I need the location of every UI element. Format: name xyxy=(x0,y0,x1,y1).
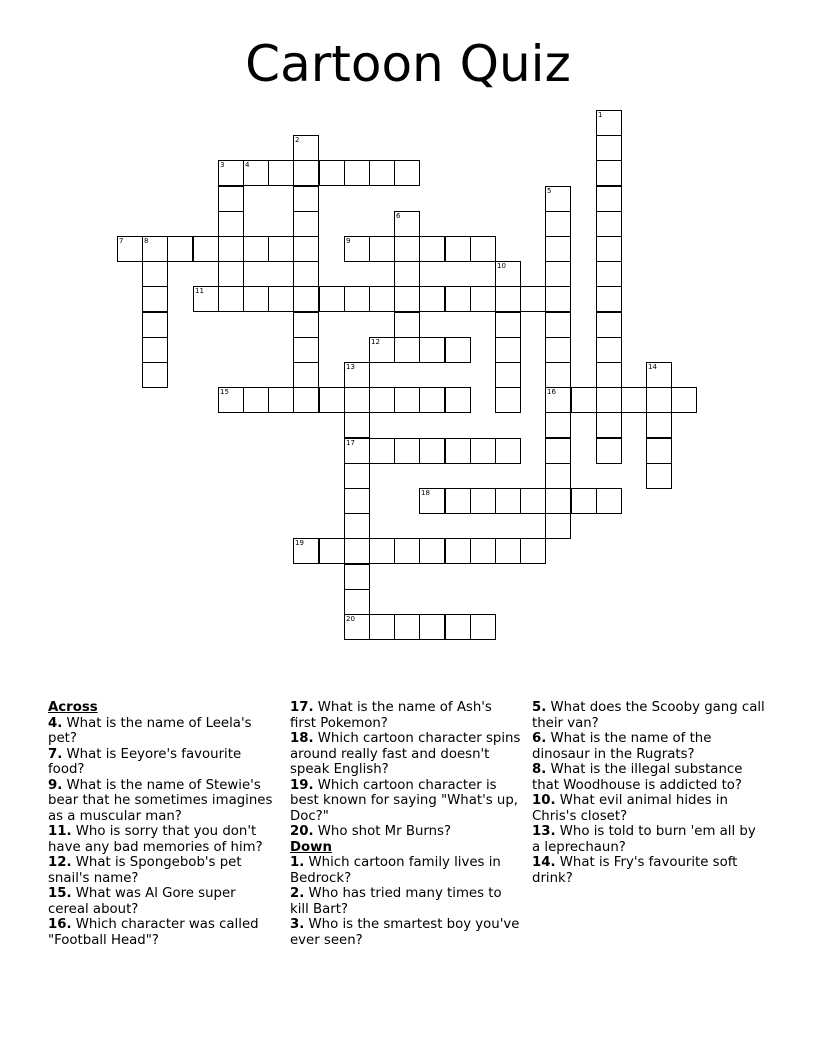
grid-cell[interactable] xyxy=(495,438,521,464)
grid-cell[interactable] xyxy=(268,286,294,312)
grid-cell[interactable] xyxy=(646,463,672,489)
grid-cell[interactable] xyxy=(646,387,672,413)
grid-cell[interactable] xyxy=(445,286,471,312)
grid-cell[interactable] xyxy=(243,286,269,312)
grid-cell[interactable] xyxy=(344,564,370,590)
grid-cell[interactable] xyxy=(319,538,345,564)
grid-cell[interactable] xyxy=(545,211,571,237)
grid-cell[interactable] xyxy=(218,261,244,287)
grid-cell[interactable] xyxy=(218,186,244,212)
grid-cell[interactable] xyxy=(445,488,471,514)
grid-cell[interactable] xyxy=(142,261,168,287)
grid-cell[interactable] xyxy=(243,387,269,413)
clue-down-5: 5. What does the Scooby gang call their van? xyxy=(532,700,765,731)
grid-cell[interactable] xyxy=(394,236,420,262)
grid-cell[interactable] xyxy=(470,236,496,262)
grid-cell[interactable] xyxy=(596,236,622,262)
grid-cell[interactable] xyxy=(142,312,168,338)
cell-number: 11 xyxy=(195,287,204,295)
grid-cell[interactable] xyxy=(545,261,571,287)
grid-cell[interactable] xyxy=(470,488,496,514)
grid-cell[interactable] xyxy=(218,160,244,186)
clue-across-11: 11. Who is sorry that you don't have any bad memories of him? xyxy=(48,824,263,855)
clue-across-20: 20. Who shot Mr Burns? xyxy=(290,824,452,839)
grid-cell[interactable] xyxy=(293,135,319,161)
grid-cell[interactable] xyxy=(193,236,219,262)
clue-down-6: 6. What is the name of the dinosaur in the Rugrats? xyxy=(532,731,712,762)
grid-cell[interactable] xyxy=(419,538,445,564)
cell-number: 4 xyxy=(245,161,250,169)
clue-down-13: 13. Who is told to burn 'em all by a leprechaun? xyxy=(532,824,756,855)
grid-cell[interactable] xyxy=(293,286,319,312)
cell-number: 12 xyxy=(371,338,380,346)
grid-cell[interactable] xyxy=(495,286,521,312)
grid-cell[interactable] xyxy=(218,387,244,413)
grid-cell[interactable] xyxy=(394,538,420,564)
grid-cell[interactable] xyxy=(419,387,445,413)
grid-cell[interactable] xyxy=(596,488,622,514)
grid-cell[interactable] xyxy=(344,488,370,514)
down-heading: Down xyxy=(290,839,332,855)
grid-cell[interactable] xyxy=(596,438,622,464)
grid-cell[interactable] xyxy=(545,412,571,438)
grid-cell[interactable] xyxy=(293,261,319,287)
grid-cell[interactable] xyxy=(293,236,319,262)
grid-cell[interactable] xyxy=(394,312,420,338)
page-title: Cartoon Quiz xyxy=(245,35,571,93)
grid-cell[interactable] xyxy=(218,236,244,262)
grid-cell[interactable] xyxy=(545,337,571,363)
grid-cell[interactable] xyxy=(495,337,521,363)
grid-cell[interactable] xyxy=(419,438,445,464)
grid-cell[interactable] xyxy=(369,236,395,262)
grid-cell[interactable] xyxy=(218,286,244,312)
grid-cell[interactable] xyxy=(596,412,622,438)
clue-across-12: 12. What is Spongebob's pet snail's name? xyxy=(48,855,242,886)
grid-cell[interactable] xyxy=(293,538,319,564)
grid-cell[interactable] xyxy=(344,412,370,438)
grid-cell[interactable] xyxy=(344,362,370,388)
grid-cell[interactable] xyxy=(470,614,496,640)
clue-across-16: 16. Which character was called "Football Head"? xyxy=(48,917,259,948)
cell-number: 15 xyxy=(220,388,229,396)
grid-cell[interactable] xyxy=(344,614,370,640)
grid-cell[interactable] xyxy=(394,387,420,413)
clue-across-19: 19. Which cartoon character is best known for saying "What's up, Doc?" xyxy=(290,777,518,824)
grid-cell[interactable] xyxy=(142,236,168,262)
clue-column-1 xyxy=(48,700,276,948)
grid-cell[interactable] xyxy=(243,160,269,186)
grid-cell[interactable] xyxy=(445,387,471,413)
grid-cell[interactable] xyxy=(293,362,319,388)
grid-cell[interactable] xyxy=(671,387,697,413)
grid-cell[interactable] xyxy=(369,438,395,464)
grid-cell[interactable] xyxy=(545,387,571,413)
clue-column-3 xyxy=(532,700,768,886)
grid-cell[interactable] xyxy=(268,160,294,186)
grid-cell[interactable] xyxy=(445,538,471,564)
grid-cell[interactable] xyxy=(419,614,445,640)
grid-cell[interactable] xyxy=(419,236,445,262)
grid-cell[interactable] xyxy=(596,261,622,287)
grid-cell[interactable] xyxy=(319,160,345,186)
clue-down-8: 8. What is the illegal substance that Woodhouse is addicted to? xyxy=(532,762,743,793)
grid-cell[interactable] xyxy=(646,438,672,464)
cell-number: 8 xyxy=(144,237,149,245)
grid-cell[interactable] xyxy=(495,362,521,388)
clue-across-18: 18. Which cartoon character spins around really fast and doesn't speak English? xyxy=(290,731,521,777)
cell-number: 5 xyxy=(547,187,552,195)
grid-cell[interactable] xyxy=(545,463,571,489)
cell-number: 3 xyxy=(220,161,225,169)
grid-cell[interactable] xyxy=(394,211,420,237)
grid-cell[interactable] xyxy=(470,538,496,564)
grid-cell[interactable] xyxy=(344,387,370,413)
grid-cell[interactable] xyxy=(545,236,571,262)
grid-cell[interactable] xyxy=(596,312,622,338)
clue-across-15: 15. What was Al Gore super cereal about? xyxy=(48,886,236,917)
grid-cell[interactable] xyxy=(646,412,672,438)
clue-column-2 xyxy=(290,700,522,948)
grid-cell[interactable] xyxy=(268,387,294,413)
grid-cell[interactable] xyxy=(495,387,521,413)
grid-cell[interactable] xyxy=(167,236,193,262)
grid-cell[interactable] xyxy=(571,488,597,514)
grid-cell[interactable] xyxy=(394,286,420,312)
grid-cell[interactable] xyxy=(293,211,319,237)
grid-cell[interactable] xyxy=(218,211,244,237)
grid-cell[interactable] xyxy=(419,488,445,514)
clue-down-14: 14. What is Fry's favourite soft drink? xyxy=(532,855,738,886)
cell-number: 13 xyxy=(346,363,355,371)
cell-number: 6 xyxy=(396,212,401,220)
grid-cell[interactable] xyxy=(545,513,571,539)
grid-cell[interactable] xyxy=(369,614,395,640)
clue-down-10: 10. What evil animal hides in Chris's closet? xyxy=(532,793,728,824)
grid-cell[interactable] xyxy=(117,236,143,262)
grid-cell[interactable] xyxy=(293,160,319,186)
clue-down-2: 2. Who has tried many times to kill Bart? xyxy=(290,886,502,917)
grid-cell[interactable] xyxy=(596,110,622,136)
grid-cell[interactable] xyxy=(445,614,471,640)
across-heading: Across xyxy=(48,700,98,715)
grid-cell[interactable] xyxy=(596,362,622,388)
grid-cell[interactable] xyxy=(520,286,546,312)
cell-number: 10 xyxy=(497,262,506,270)
clue-across-7: 7. What is Eeyore's favourite food? xyxy=(48,746,242,777)
cell-number: 17 xyxy=(346,439,355,447)
grid-cell[interactable] xyxy=(419,337,445,363)
grid-cell[interactable] xyxy=(596,387,622,413)
grid-cell[interactable] xyxy=(621,387,647,413)
cell-number: 16 xyxy=(547,388,556,396)
cell-number: 7 xyxy=(119,237,124,245)
grid-cell[interactable] xyxy=(596,211,622,237)
grid-cell[interactable] xyxy=(495,261,521,287)
grid-cell[interactable] xyxy=(545,286,571,312)
cell-number: 18 xyxy=(421,489,430,497)
cell-number: 1 xyxy=(598,111,603,119)
grid-cell[interactable] xyxy=(268,236,294,262)
grid-cell[interactable] xyxy=(646,362,672,388)
grid-cell[interactable] xyxy=(142,362,168,388)
grid-cell[interactable] xyxy=(470,438,496,464)
grid-cell[interactable] xyxy=(394,160,420,186)
grid-cell[interactable] xyxy=(445,438,471,464)
grid-cell[interactable] xyxy=(545,312,571,338)
grid-cell[interactable] xyxy=(495,488,521,514)
grid-cell[interactable] xyxy=(495,538,521,564)
grid-cell[interactable] xyxy=(243,236,269,262)
grid-cell[interactable] xyxy=(545,438,571,464)
grid-cell[interactable] xyxy=(344,438,370,464)
grid-cell[interactable] xyxy=(344,286,370,312)
grid-cell[interactable] xyxy=(596,337,622,363)
grid-cell[interactable] xyxy=(369,538,395,564)
grid-cell[interactable] xyxy=(545,362,571,388)
grid-cell[interactable] xyxy=(596,135,622,161)
grid-cell[interactable] xyxy=(520,538,546,564)
clue-across-4: 4. What is the name of Leela's pet? xyxy=(48,715,252,746)
cell-number: 14 xyxy=(648,363,657,371)
grid-cell[interactable] xyxy=(293,337,319,363)
grid-cell[interactable] xyxy=(394,337,420,363)
grid-cell[interactable] xyxy=(293,387,319,413)
grid-cell[interactable] xyxy=(596,186,622,212)
grid-cell[interactable] xyxy=(470,286,496,312)
grid-cell[interactable] xyxy=(545,488,571,514)
grid-cell[interactable] xyxy=(319,387,345,413)
cell-number: 2 xyxy=(295,136,300,144)
grid-cell[interactable] xyxy=(495,312,521,338)
grid-cell[interactable] xyxy=(369,160,395,186)
cell-number: 9 xyxy=(346,237,351,245)
grid-cell[interactable] xyxy=(344,513,370,539)
cell-number: 20 xyxy=(346,615,355,623)
grid-cell[interactable] xyxy=(293,186,319,212)
grid-cell[interactable] xyxy=(545,186,571,212)
grid-cell[interactable] xyxy=(419,286,445,312)
grid-cell[interactable] xyxy=(394,261,420,287)
grid-cell[interactable] xyxy=(394,614,420,640)
grid-cell[interactable] xyxy=(596,160,622,186)
grid-cell[interactable] xyxy=(344,538,370,564)
clue-down-1: 1. Which cartoon family lives in Bedrock? xyxy=(290,855,501,886)
grid-cell[interactable] xyxy=(344,463,370,489)
grid-cell[interactable] xyxy=(344,236,370,262)
grid-cell[interactable] xyxy=(596,286,622,312)
grid-cell[interactable] xyxy=(293,312,319,338)
grid-cell[interactable] xyxy=(445,236,471,262)
grid-cell[interactable] xyxy=(571,387,597,413)
grid-cell[interactable] xyxy=(369,337,395,363)
grid-cell[interactable] xyxy=(445,337,471,363)
grid-cell[interactable] xyxy=(319,286,345,312)
grid-cell[interactable] xyxy=(142,337,168,363)
clue-down-3: 3. Who is the smartest boy you've ever seen? xyxy=(290,917,520,948)
grid-cell[interactable] xyxy=(193,286,219,312)
grid-cell[interactable] xyxy=(142,286,168,312)
grid-cell[interactable] xyxy=(344,160,370,186)
grid-cell[interactable] xyxy=(344,589,370,615)
grid-cell[interactable] xyxy=(394,438,420,464)
clue-across-17: 17. What is the name of Ash's first Pokemon? xyxy=(290,700,492,731)
grid-cell[interactable] xyxy=(369,387,395,413)
cell-number: 19 xyxy=(295,539,304,547)
clue-across-9: 9. What is the name of Stewie's bear that he sometimes imagines as a muscular man? xyxy=(48,777,273,824)
grid-cell[interactable] xyxy=(369,286,395,312)
grid-cell[interactable] xyxy=(520,488,546,514)
